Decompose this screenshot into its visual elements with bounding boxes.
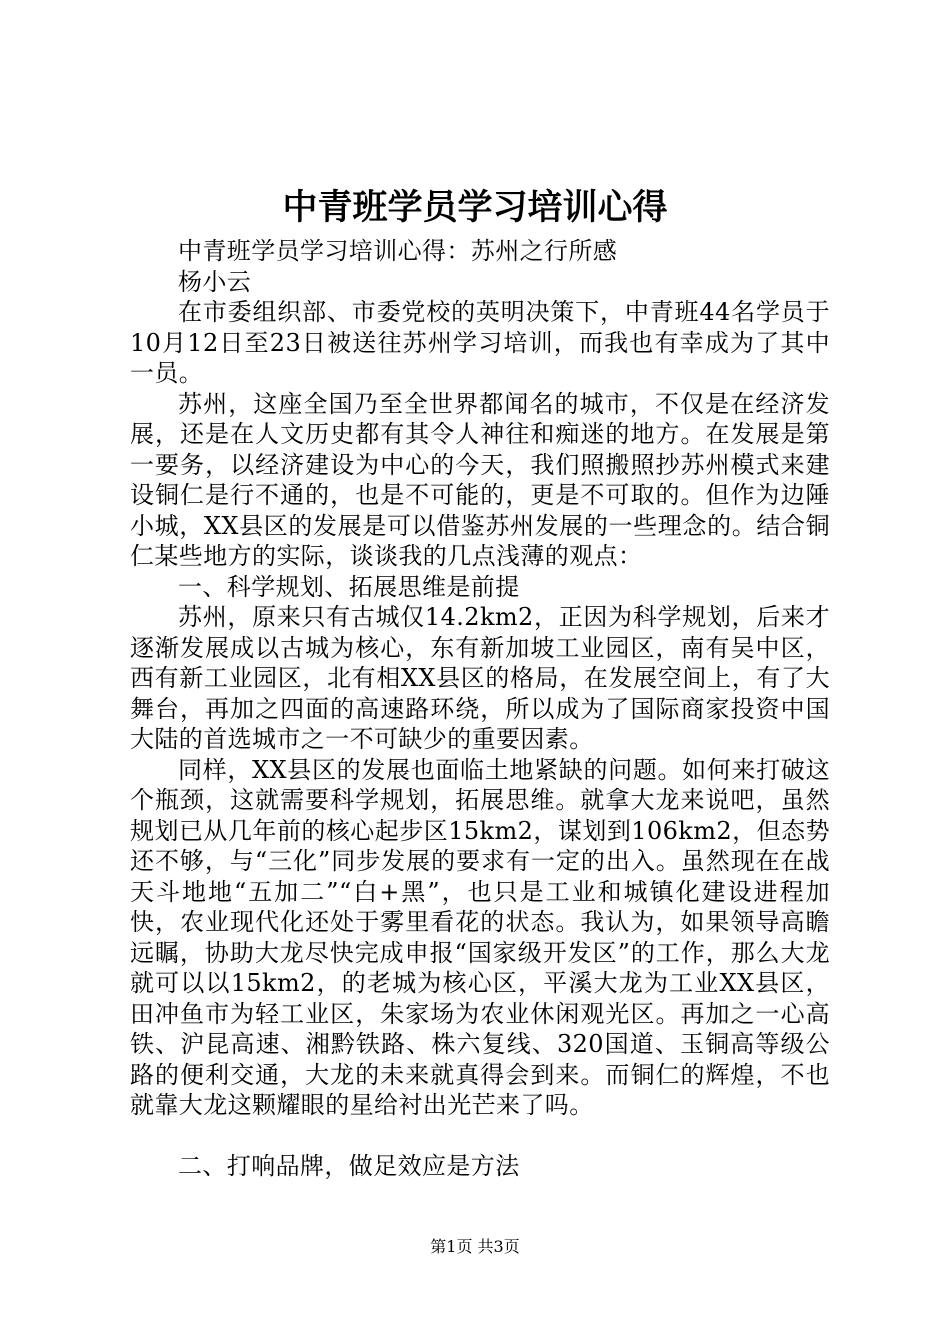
paragraph-dalong: 同样，XX县区的发展也面临土地紧缺的问题。如何来打破这个瓶颈，这就需要科学规划，拓展思维。就拿大龙来说吧，虽然规划已从几年前的核心起步区15km2，谋划到106km2，但态势还不够，与“三化”同步发展的要求有一定的出入。虽然现在在战天斗地地“五加二”“白+黑”，也只是工业和城镇化建设进程加快，农业现代化还处于雾里看花的状态。我认为，如果领导高瞻远瞩，协助大龙尽快完成申报“国家级开发区”的工作，那么大龙就可以以15km2，的老城为核心区，平溪大龙为工业XX县区，田冲鱼市为轻工业区，朱家场为农业休闲观光区。再加之一心高铁、沪昆高速、湘黔铁路、株六复线、320国道、玉铜高等级公路的便利交通，大龙的未来就真得会到来。而铜仁的辉煌，不也就靠大龙这颗耀眼的星给衬出光芒来了吗。 [130, 755, 830, 1119]
section-heading-1: 一、科学规划、拓展思维是前提 [178, 572, 520, 601]
section-heading-2: 二、打响品牌，做足效应是方法 [178, 1151, 520, 1180]
paragraph-planning: 苏州，原来只有古城仅14.2km2，正因为科学规划，后来才逐渐发展成以古城为核心，东有新加坡工业园区，南有吴中区，西有新工业园区，北有相XX县区的格局，在发展空间上，有了大舞台，再加之四面的高速路环绕，所以成为了国际商家投资中国大陆的首选城市之一不可缺少的重要因素。 [130, 603, 830, 753]
document-title: 中青班学员学习培训心得 [282, 187, 668, 228]
page-number: 第1页 共3页 [430, 1237, 520, 1256]
paragraph-suzhou: 苏州，这座全国乃至全世界都闻名的城市，不仅是在经济发展，还是在人文历史都有其令人神往和痴迷的地方。在发展是第一要务，以经济建设为中心的今天，我们照搬照抄苏州模式来建设铜仁是行不通的，也是不可能的，更是不可取的。但作为边陲小城，XX县区的发展是可以借鉴苏州发展的一些理念的。结合铜仁某些地方的实际，谈谈我的几点浅薄的观点： [130, 389, 830, 570]
paragraph-intro: 在市委组织部、市委党校的英明决策下，中青班44名学员于10月12日至23日被送往苏州学习培训，而我也有幸成为了其中一员。 [130, 298, 830, 387]
author-line: 杨小云 [178, 267, 252, 296]
document-body [130, 236, 830, 1181]
paragraph-spacer [130, 1121, 830, 1151]
subtitle-line: 中青班学员学习培训心得：苏州之行所感 [178, 237, 618, 265]
